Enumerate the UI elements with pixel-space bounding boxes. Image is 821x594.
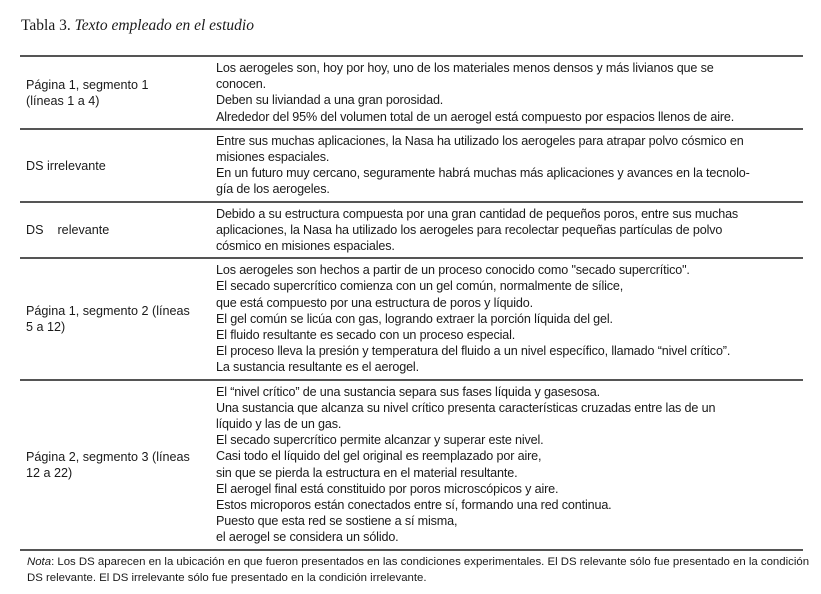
- text-line: conocen.: [216, 77, 266, 92]
- text-line: El proceso lleva la presión y temperatura del fluido a un nivel específico, llamado “nivel crítico”.: [216, 344, 731, 359]
- row-text: [212, 129, 803, 202]
- row-label-line: (líneas 1 a 4): [26, 93, 100, 108]
- row-text: [212, 380, 803, 550]
- note-text: : Los DS aparecen en la ubicación en que fueron presentados en las condiciones experimentales. El DS relevante sólo fue presentado en la condición DS relevante. El DS irrelevante sólo fue presentado en la condición irrelevante.: [27, 555, 810, 584]
- row-label-line: Página 2, segmento 3 (líneas: [26, 449, 190, 464]
- text-line: gía de los aerogeles.: [216, 182, 330, 197]
- row-label-line: DS relevante: [26, 223, 110, 238]
- row-text: [212, 56, 803, 129]
- table-row: [20, 380, 803, 550]
- table-caption: [21, 16, 803, 36]
- text-line: Puesto que esta red se sostiene a sí misma,: [216, 514, 458, 529]
- row-label: [20, 56, 212, 129]
- text-line: Una sustancia que alcanza su nivel crítico presenta características cruzadas entre las de un: [216, 400, 716, 415]
- row-label: [20, 258, 212, 379]
- text-line: Casi todo el líquido del gel original es reemplazado por aire,: [216, 449, 542, 464]
- row-text: [212, 258, 803, 379]
- text-line: que está compuesto por una estructura de poros y líquido.: [216, 295, 533, 310]
- row-label-line: Página 1, segmento 2 (líneas: [26, 304, 190, 319]
- text-line: Deben su liviandad a una gran porosidad.: [216, 93, 444, 108]
- text-line: Los aerogeles son, hoy por hoy, uno de los materiales menos densos y más livianos que se: [216, 61, 714, 75]
- text-line: líquido y las de un gas.: [216, 417, 342, 432]
- text-line: La sustancia resultante es el aerogel.: [216, 360, 419, 375]
- text-line: El fluido resultante es secado con un proceso especial.: [216, 328, 516, 343]
- table-number: Tabla 3.: [21, 17, 71, 34]
- text-line: El “nivel crítico” de una sustancia separa sus fases líquida y gasesosa.: [216, 384, 601, 399]
- text-line: El secado supercrítico permite alcanzar y superar este nivel.: [216, 433, 544, 448]
- text-line: Debido a su estructura compuesta por una gran cantidad de pequeños poros, entre sus muchas: [216, 206, 739, 221]
- text-line: Entre sus muchas aplicaciones, la Nasa ha utilizado los aerogeles para atrapar polvo cósmico en: [216, 133, 744, 148]
- text-line: El secado supercrítico comienza con un gel común, normalmente de sílice,: [216, 279, 624, 294]
- row-label: [20, 202, 212, 259]
- note-prefix: Nota: [27, 555, 52, 568]
- row-label-line: 12 a 22): [26, 466, 73, 481]
- row-label-line: Página 1, segmento 1: [26, 77, 149, 92]
- text-table: [20, 55, 803, 551]
- text-line: misiones espaciales.: [216, 150, 330, 165]
- text-line: el aerogel se considera un sólido.: [216, 530, 399, 545]
- text-line: aplicaciones, la Nasa ha utilizado los aerogeles para recolectar pequeñas partículas de polvo: [216, 222, 723, 237]
- text-line: cósmico en misiones espaciales.: [216, 239, 395, 254]
- text-line: En un futuro muy cercano, seguramente habrá muchas más aplicaciones y avances en la tecnolo-: [216, 166, 750, 181]
- table-row: [20, 258, 803, 379]
- table-note: [27, 554, 817, 586]
- text-line: sin que se pierda la estructura en el material resultante.: [216, 465, 518, 480]
- row-label-line: 5 a 12): [26, 320, 66, 335]
- row-label: [20, 380, 212, 550]
- table-row: [20, 129, 803, 202]
- text-line: Estos microporos están conectados entre sí, formando una red continua.: [216, 498, 612, 513]
- text-line: El aerogel final está constituido por poros microscópicos y aire.: [216, 481, 559, 496]
- row-label: [20, 129, 212, 202]
- table-row: [20, 202, 803, 259]
- text-line: El gel común se licúa con gas, logrando extraer la porción líquida del gel.: [216, 311, 613, 326]
- row-label-line: DS irrelevante: [26, 158, 106, 173]
- row-text: [212, 202, 803, 259]
- text-line: Los aerogeles son hechos a partir de un proceso conocido como "secado supercrítico".: [216, 263, 690, 278]
- table-row: [20, 56, 803, 129]
- table-title: Texto empleado en el estudio: [74, 17, 254, 34]
- text-line: Alrededor del 95% del volumen total de un aerogel está compuesto por espacios llenos de aire.: [216, 109, 735, 124]
